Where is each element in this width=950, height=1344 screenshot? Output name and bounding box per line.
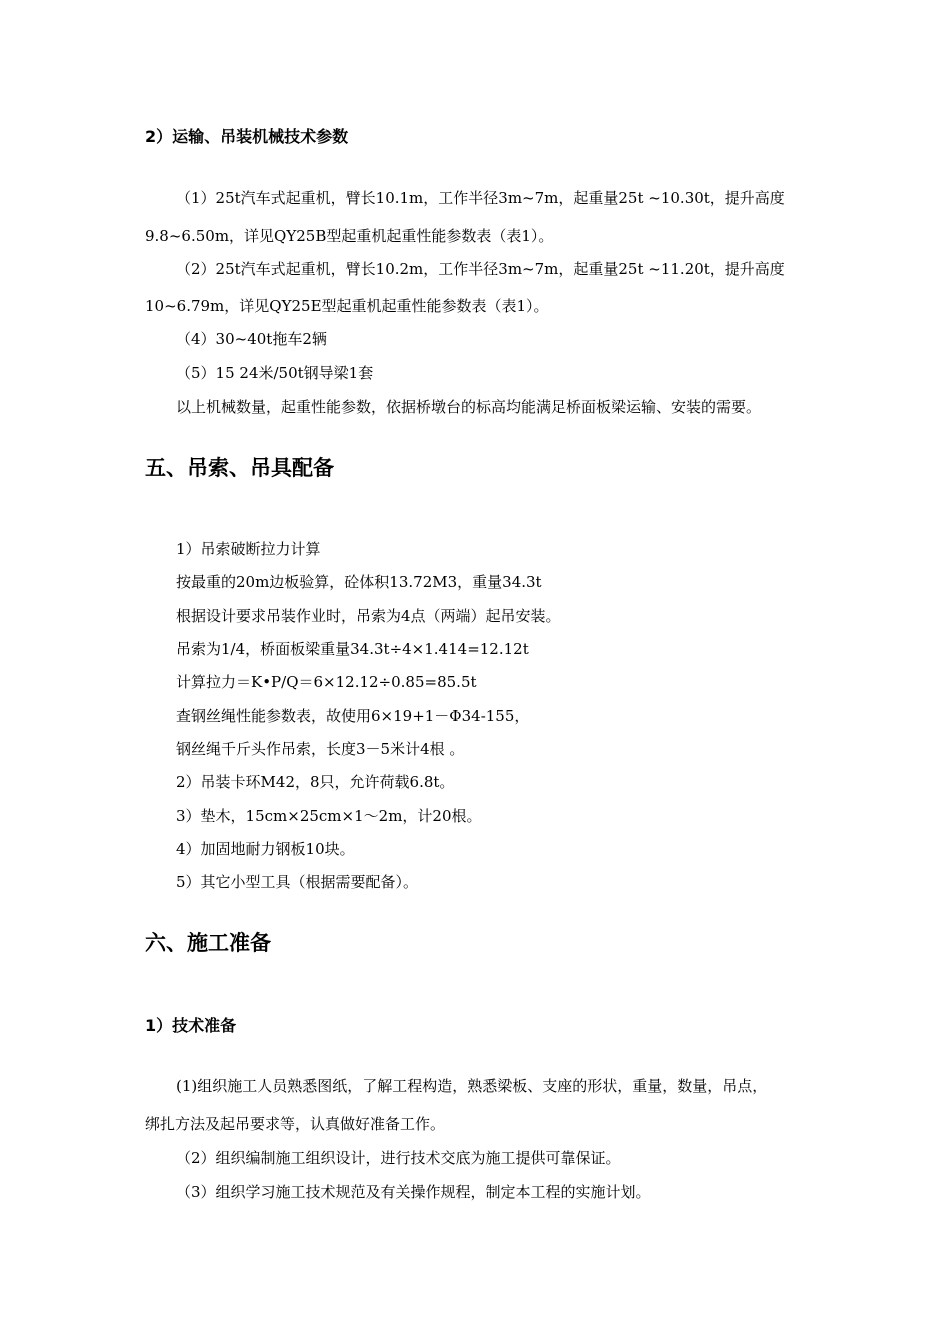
section-six-heading: 六、施工准备 bbox=[145, 931, 271, 955]
section-five-line: 5）其它小型工具（根据需要配备）。 bbox=[176, 873, 419, 891]
transport-item-1-line-1: （1）25t汽车式起重机，臂长10.1m，工作半径3m~7m，起重量25t ~10.30t，提升高度 bbox=[176, 189, 785, 207]
section-five-line: 计算拉力＝K•P/Q＝6×12.12÷0.85=85.5t bbox=[176, 673, 477, 691]
section-five-line: 2）吊装卡环M42，8只，允许荷载6.8t。 bbox=[176, 773, 455, 791]
transport-heading: 2）运输、吊装机械技术参数 bbox=[145, 127, 349, 146]
section-five-line: 按最重的20m边板验算，砼体积13.72M3，重量34.3t bbox=[176, 573, 542, 591]
section-five-line: 钢丝绳千斤头作吊索，长度3－5米计4根 。 bbox=[176, 740, 465, 758]
transport-summary: 以上机械数量，起重性能参数，依据桥墩台的标高均能满足桥面板梁运输、安装的需要。 bbox=[176, 398, 762, 416]
section-five-heading: 五、吊索、吊具配备 bbox=[145, 456, 334, 480]
section-five-line: 根据设计要求吊装作业时，吊索为4点（两端）起吊安装。 bbox=[176, 607, 561, 625]
tech-prep-heading: 1）技术准备 bbox=[145, 1016, 237, 1035]
section-five-line: 4）加固地耐力钢板10块。 bbox=[176, 840, 355, 858]
section-five-line: 3）垫木，15cm×25cm×1～2m，计20根。 bbox=[176, 807, 482, 825]
tech-prep-item-2: （2）组织编制施工组织设计，进行技术交底为施工提供可靠保证。 bbox=[176, 1149, 621, 1167]
section-five-line: 吊索为1/4，桥面板梁重量34.3t÷4×1.414=12.12t bbox=[176, 640, 529, 658]
tech-prep-item-3: （3）组织学习施工技术规范及有关操作规程，制定本工程的实施计划。 bbox=[176, 1183, 651, 1201]
transport-item-4: （4）30~40t拖车2辆 bbox=[176, 330, 327, 348]
section-five-line: 1）吊索破断拉力计算 bbox=[176, 540, 321, 558]
tech-prep-item-1-line-1: (1)组织施工人员熟悉图纸，了解工程构造，熟悉梁板、支座的形状，重量，数量，吊点， bbox=[176, 1077, 768, 1095]
section-five-line: 查钢丝绳性能参数表，故使用6×19+1－Φ34-155， bbox=[176, 707, 530, 725]
transport-item-1-line-2: 9.8~6.50m，详见QY25B型起重机起重性能参数表（表1）。 bbox=[145, 227, 554, 245]
transport-item-2-line-2: 10~6.79m，详见QY25E型起重机起重性能参数表（表1）。 bbox=[145, 297, 549, 315]
transport-item-2-line-1: （2）25t汽车式起重机，臂长10.2m，工作半径3m~7m，起重量25t ~11.20t，提升高度 bbox=[176, 260, 785, 278]
tech-prep-item-1-line-2: 绑扎方法及起吊要求等，认真做好准备工作。 bbox=[145, 1115, 446, 1133]
transport-item-5: （5）15 24米/50t钢导梁1套 bbox=[176, 364, 374, 382]
